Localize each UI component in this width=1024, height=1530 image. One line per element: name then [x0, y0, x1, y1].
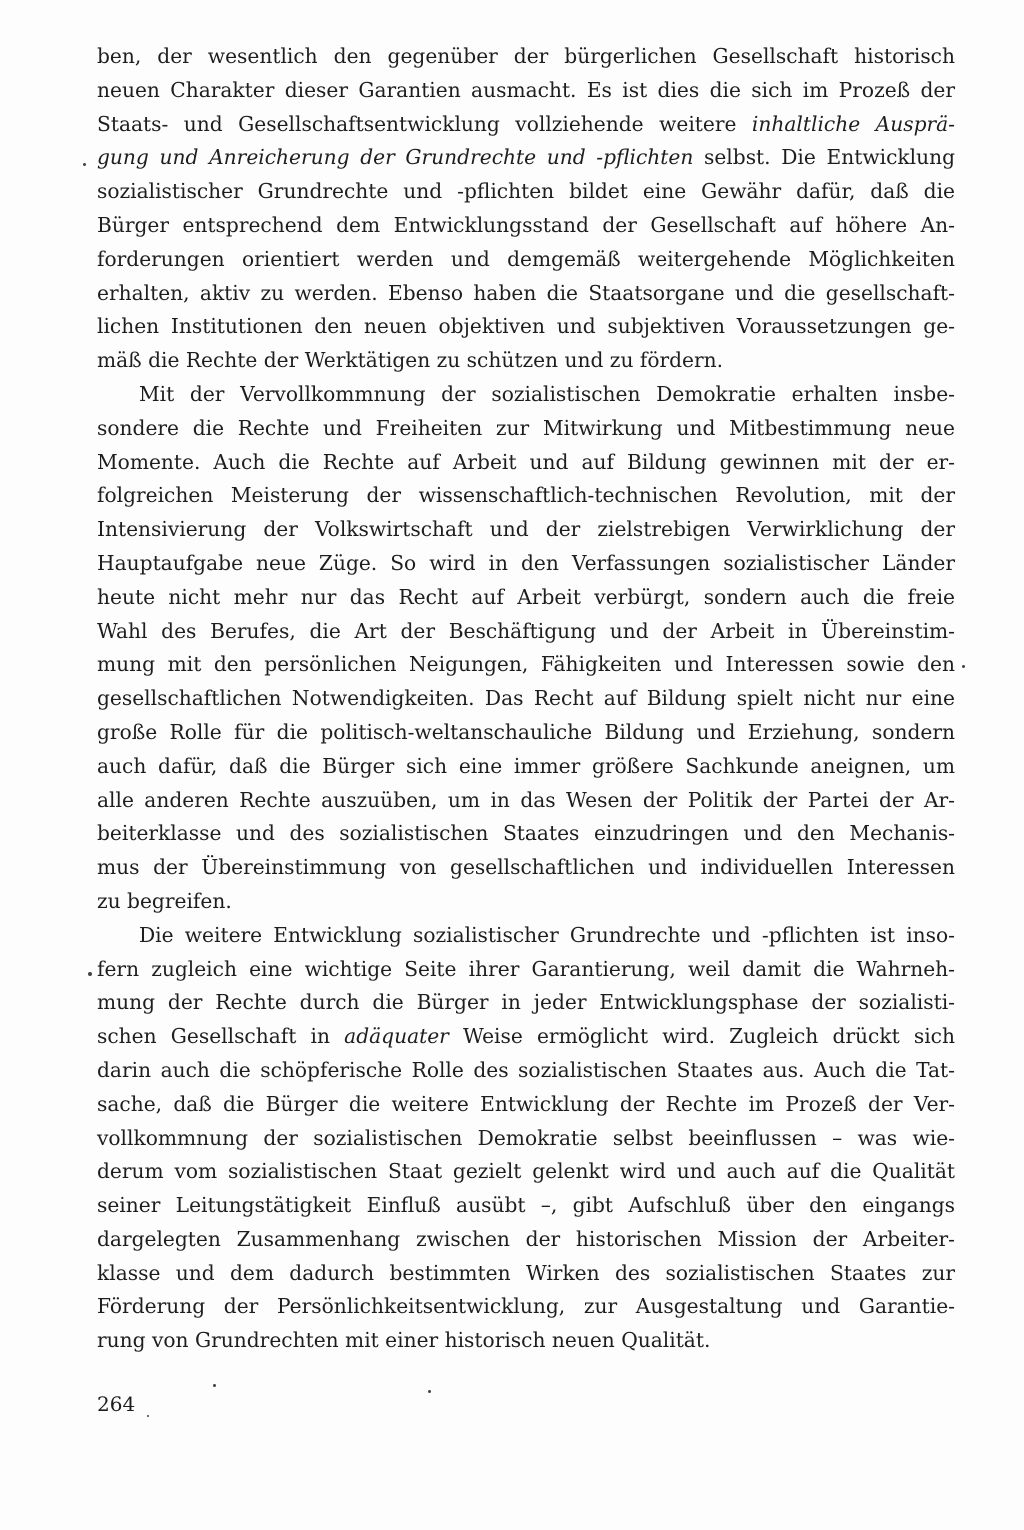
text-run: zu begreifen. [97, 888, 232, 913]
scan-speck [83, 163, 86, 166]
text-line [97, 851, 955, 885]
text-run: folgreichen Meisterung der wissenschaftlich-technischen Revolution, mit der [97, 483, 955, 508]
text-run: dargelegten Zusammenhang zwischen der historischen Mission der Arbeiter- [97, 1226, 955, 1251]
text-line [97, 919, 955, 953]
text-line [97, 1257, 955, 1291]
text-run: große Rolle für die politisch-weltanschauliche Bildung und Erziehung, sondern [97, 719, 955, 744]
text-line [97, 1054, 955, 1088]
text-run: alle anderen Rechte auszuüben, um in das Wesen der Politik der Partei der Ar- [97, 787, 955, 812]
text-run: neuen Charakter dieser Garantien ausmacht. Es ist dies die sich im Prozeß der [97, 77, 955, 102]
text-line [97, 1088, 955, 1122]
text-line [97, 277, 955, 311]
text-line [97, 648, 955, 682]
italic-text: inhaltliche Ausprä- [751, 111, 955, 136]
text-run: erhalten, aktiv zu werden. Ebenso haben die Staatsorgane und die gesellschaft- [97, 280, 955, 305]
text-run: Staats- und Gesellschaftsentwicklung vollziehende weitere [97, 111, 752, 136]
text-run: Die weitere Entwicklung sozialistischer Grundrechte und -pflichten ist inso- [139, 922, 955, 947]
text-run: heute nicht mehr nur das Recht auf Arbeit verbürgt, sondern auch die freie [97, 584, 955, 609]
text-run: schen Gesellschaft in [97, 1024, 345, 1049]
scan-speck [147, 1415, 149, 1417]
paragraph [97, 378, 955, 919]
text-run: darin auch die schöpferische Rolle des sozialistischen Staates aus. Auch die Tat- [97, 1057, 955, 1082]
text-line [97, 1020, 955, 1054]
text-run: Weise ermöglicht wird. Zugleich drückt sich [448, 1024, 955, 1049]
paragraph [97, 40, 955, 378]
text-line [97, 141, 955, 175]
page-number: 264 [97, 1392, 136, 1416]
text-line [97, 243, 955, 277]
text-run: sondere die Rechte und Freiheiten zur Mitwirkung und Mitbestimmung neue [97, 415, 955, 440]
text-line [97, 1324, 955, 1358]
text-line [97, 784, 955, 818]
text-line [97, 412, 955, 446]
text-run: Bürger entsprechend dem Entwicklungsstand der Gesellschaft auf höhere An- [97, 212, 955, 237]
text-run: ben, der wesentlich den gegenüber der bürgerlichen Gesellschaft historisch [97, 44, 955, 68]
text-line [97, 1155, 955, 1189]
text-line [97, 446, 955, 480]
text-line [97, 310, 955, 344]
text-run: seiner Leitungstätigkeit Einfluß ausübt –, gibt Aufschluß über den eingangs [97, 1193, 955, 1218]
text-line [97, 1122, 955, 1156]
text-line [97, 40, 955, 74]
text-run: mus der Übereinstimmung von gesellschaftlichen und individuellen Interessen [97, 855, 955, 880]
text-line [97, 953, 955, 987]
text-run: vollkommnung der sozialistischen Demokratie selbst beeinflussen – was wie- [97, 1125, 955, 1150]
text-run: mung der Rechte durch die Bürger in jeder Entwicklungsphase der sozialisti- [97, 990, 955, 1015]
text-run: mung mit den persönlichen Neigungen, Fähigkeiten und Interessen sowie den [97, 652, 955, 677]
text-line [97, 581, 955, 615]
text-line [97, 209, 955, 243]
text-run: derum vom sozialistischen Staat gezielt gelenkt wird und auch auf die Qualität [97, 1159, 955, 1184]
text-line [97, 74, 955, 108]
text-line [97, 615, 955, 649]
text-run: forderungen orientiert werden und demgemäß weitergehende Möglichkeiten [97, 246, 955, 271]
text-run: Momente. Auch die Rechte auf Arbeit und auf Bildung gewinnen mit der er- [97, 449, 955, 474]
text-run: mäß die Rechte der Werktätigen zu schützen und zu fördern. [97, 348, 724, 373]
text-line [97, 682, 955, 716]
text-line [97, 1189, 955, 1223]
text-run: Mit der Vervollkommnung der sozialistischen Demokratie erhalten insbe- [139, 381, 955, 406]
text-run: auch dafür, daß die Bürger sich eine immer größere Sachkunde aneignen, um [97, 753, 955, 778]
text-line [97, 344, 955, 378]
text-run: Hauptaufgabe neue Züge. So wird in den Verfassungen sozialistischer Länder [97, 550, 955, 575]
text-line [97, 175, 955, 209]
text-line [97, 716, 955, 750]
text-line [97, 108, 955, 142]
text-line [97, 513, 955, 547]
text-line [97, 817, 955, 851]
text-line [97, 986, 955, 1020]
text-run: gesellschaftlichen Notwendigkeiten. Das Recht auf Bildung spielt nicht nur eine [97, 686, 955, 711]
text-run: sache, daß die Bürger die weitere Entwicklung der Rechte im Prozeß der Ver- [97, 1091, 955, 1116]
scan-speck [428, 1390, 431, 1393]
text-run: Förderung der Persönlichkeitsentwicklung, zur Ausgestaltung und Garantie- [97, 1294, 955, 1319]
text-run: sozialistischer Grundrechte und -pflichten bildet eine Gewähr dafür, daß die [97, 179, 955, 204]
italic-text: adäquater [344, 1024, 449, 1049]
text-line [97, 547, 955, 581]
text-run: beiterklasse und des sozialistischen Staates einzudringen und den Mechanis- [97, 821, 955, 846]
italic-text: gung und Anreicherung der Grundrechte und -pflichten [97, 145, 694, 170]
scan-speck [962, 665, 965, 668]
text-run: rung von Grundrechten mit einer historisch neuen Qualität. [97, 1328, 711, 1353]
text-line [97, 479, 955, 513]
text-run: fern zugleich eine wichtige Seite ihrer Garantierung, weil damit die Wahrneh- [97, 956, 955, 981]
scan-speck [213, 1384, 216, 1387]
scan-speck [88, 972, 92, 976]
text-run: lichen Institutionen den neuen objektiven und subjektiven Voraussetzungen ge- [97, 314, 955, 339]
text-run: Wahl des Berufes, die Art der Beschäftigung und der Arbeit in Übereinstim- [97, 618, 955, 643]
text-line [97, 750, 955, 784]
text-line [97, 378, 955, 412]
text-run: selbst. Die Entwicklung [693, 145, 955, 170]
text-line [97, 1290, 955, 1324]
text-line [97, 1223, 955, 1257]
text-run: Intensivierung der Volkswirtschaft und der zielstrebigen Verwirklichung der [97, 517, 955, 542]
paragraph [97, 919, 955, 1358]
text-run: klasse und dem dadurch bestimmten Wirken des sozialistischen Staates zur [97, 1260, 955, 1285]
body-text [97, 40, 955, 1358]
text-line [97, 885, 955, 919]
